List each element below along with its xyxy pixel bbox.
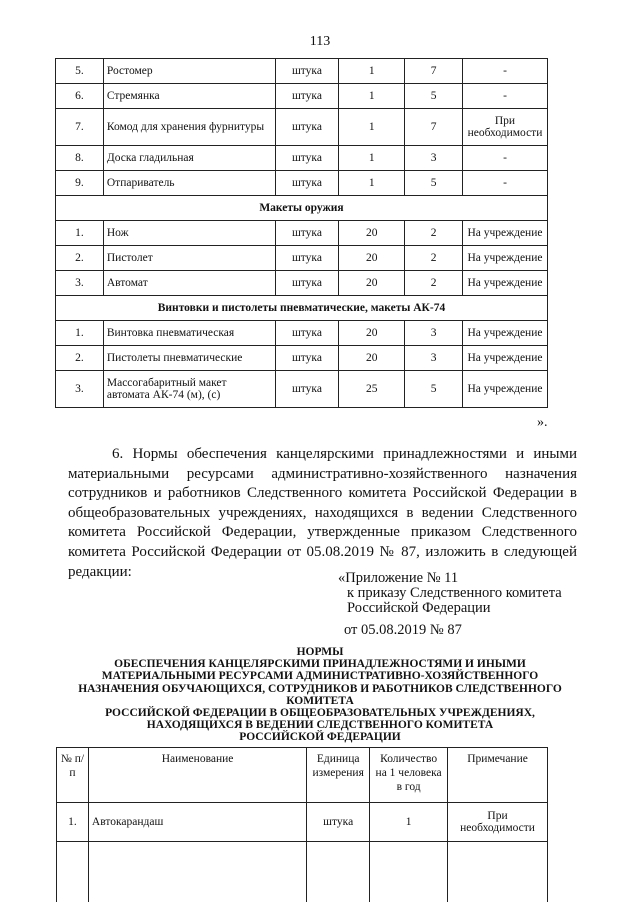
item-quantity: 20 [339,221,405,246]
row-number: 2. [56,246,104,271]
item-term: 2 [405,246,463,271]
item-note: На учреждение [462,246,547,271]
item-term: 3 [405,146,463,171]
item-term: 3 [405,346,463,371]
heading-line: РОССИЙСКОЙ ФЕДЕРАЦИИ В ОБЩЕОБРАЗОВАТЕЛЬНЫХ УЧРЕЖДЕНИЯХ, [105,707,535,720]
table-row [56,246,548,271]
row-number: 6. [56,84,104,109]
header-quantity: Количество на 1 человека в год [370,748,448,803]
item-quantity: 1 [339,146,405,171]
item-quantity: 25 [339,371,405,408]
table-row [56,84,548,109]
row-number: 1. [56,221,104,246]
item-note: На учреждение [462,371,547,408]
item-unit: штука [275,146,339,171]
item-quantity: 1 [339,171,405,196]
row-number: 8. [56,146,104,171]
item-name: Нож [103,221,275,246]
item-note: При необходимости [462,109,547,146]
item-unit: штука [275,84,339,109]
annex-header [338,571,562,616]
heading-line: РОССИЙСКОЙ ФЕДЕРАЦИИ [239,731,401,744]
item-note: На учреждение [462,346,547,371]
table-header-row [57,748,548,803]
item-unit: штука [275,246,339,271]
closing-quote: ». [537,415,548,430]
table-row [56,371,548,408]
item-name: Винтовка пневматическая [103,321,275,346]
table-row [56,171,548,196]
item-note: При необходимости [448,803,548,842]
row-number: 5. [56,59,104,84]
annex-date: от 05.08.2019 № 87 [344,622,462,638]
table-row-empty [57,842,548,903]
empty-cell [448,842,548,903]
empty-cell [370,842,448,903]
heading-line: МАТЕРИАЛЬНЫМИ РЕСУРСАМИ АДМИНИСТРАТИВНО-ХОЗЯЙСТВЕННОГО [101,670,539,683]
row-number: 7. [56,109,104,146]
section-header [56,196,548,221]
item-term: 5 [405,371,463,408]
heading-line: НОРМЫ [296,646,344,658]
paragraph-6-text: 6. Нормы обеспечения канцелярскими принадлежностями и иными материальными ресурсами административно-хозяйственного назначения сотрудников и работников Следственного комитета Российской Федерации в общеобразовательных учреждениях, находящихся в ведении Следственного комитета Российской Федерации, утвержденные приказом Следственного комитета Российской Федерации от 05.08.2019 № 87, изложить в следующей редакции: [68,446,577,580]
norms-table [56,747,548,902]
header-note: Примечание [448,748,548,803]
annex-order-line: к приказу Следственного комитета [347,585,562,601]
section-header [56,296,548,321]
annex-authority-line: Российской Федерации [347,600,491,616]
item-name: Пистолет [103,246,275,271]
table-row [56,321,548,346]
item-term: 5 [405,171,463,196]
item-note: На учреждение [462,321,547,346]
item-note: - [462,84,547,109]
row-number: 1. [56,321,104,346]
norms-heading [60,646,580,744]
item-unit: штука [275,59,339,84]
row-number: 2. [56,346,104,371]
header-unit: Единица измерения [307,748,370,803]
row-number: 1. [57,803,89,842]
header-number: № п/п [57,748,89,803]
item-unit: штука [275,271,339,296]
item-term: 5 [405,84,463,109]
page-number: 113 [309,34,331,49]
item-quantity: 1 [339,84,405,109]
item-quantity: 20 [339,246,405,271]
item-quantity: 20 [339,346,405,371]
heading-line: НАХОДЯЩИХСЯ В ВЕДЕНИИ СЛЕДСТВЕННОГО КОМИТЕТА [146,719,494,732]
item-quantity: 1 [339,109,405,146]
table-row [56,346,548,371]
item-unit: штука [275,171,339,196]
item-unit: штука [307,803,370,842]
table-row [56,146,548,171]
item-name: Пистолеты пневматические [103,346,275,371]
table-row [57,803,548,842]
item-unit: штука [275,371,339,408]
item-note: - [462,146,547,171]
heading-line: НАЗНАЧЕНИЯ ОБУЧАЮЩИХСЯ, СОТРУДНИКОВ И РАБОТНИКОВ СЛЕДСТВЕННОГО КОМИТЕТА [78,682,562,707]
item-name: Комод для хранения фурнитуры [103,109,275,146]
item-name: Автомат [103,271,275,296]
item-note: На учреждение [462,271,547,296]
heading-line: ОБЕСПЕЧЕНИЯ КАНЦЕЛЯРСКИМИ ПРИНАДЛЕЖНОСТЯМИ И ИНЫМИ [114,658,526,671]
empty-cell [57,842,89,903]
item-unit: штука [275,109,339,146]
item-note: - [462,171,547,196]
section-title: Винтовки и пистолеты пневматические, макеты АК-74 [56,296,548,321]
equipment-table [55,58,548,408]
item-name: Ростомер [103,59,275,84]
row-number: 9. [56,171,104,196]
table-row [56,59,548,84]
row-number: 3. [56,371,104,408]
section-title: Макеты оружия [56,196,548,221]
table-row [56,221,548,246]
item-term: 7 [405,109,463,146]
item-quantity: 1 [370,803,448,842]
item-note: На учреждение [462,221,547,246]
row-number: 3. [56,271,104,296]
item-name: Стремянка [103,84,275,109]
table-row [56,271,548,296]
item-term: 7 [405,59,463,84]
item-quantity: 20 [339,271,405,296]
annex-title: «Приложение № 11 [338,570,459,586]
item-term: 2 [405,271,463,296]
item-name: Отпариватель [103,171,275,196]
item-name: Автокарандаш [88,803,306,842]
item-note: - [462,59,547,84]
table-row [56,109,548,146]
item-term: 2 [405,221,463,246]
item-quantity: 20 [339,321,405,346]
item-term: 3 [405,321,463,346]
item-name: Доска гладильная [103,146,275,171]
paragraph-6 [68,445,577,582]
empty-cell [88,842,306,903]
item-unit: штука [275,321,339,346]
item-quantity: 1 [339,59,405,84]
item-name: Массогабаритный макет автомата АК-74 (м), (с) [103,371,275,408]
item-unit: штука [275,346,339,371]
item-unit: штука [275,221,339,246]
empty-cell [307,842,370,903]
header-name: Наименование [88,748,306,803]
